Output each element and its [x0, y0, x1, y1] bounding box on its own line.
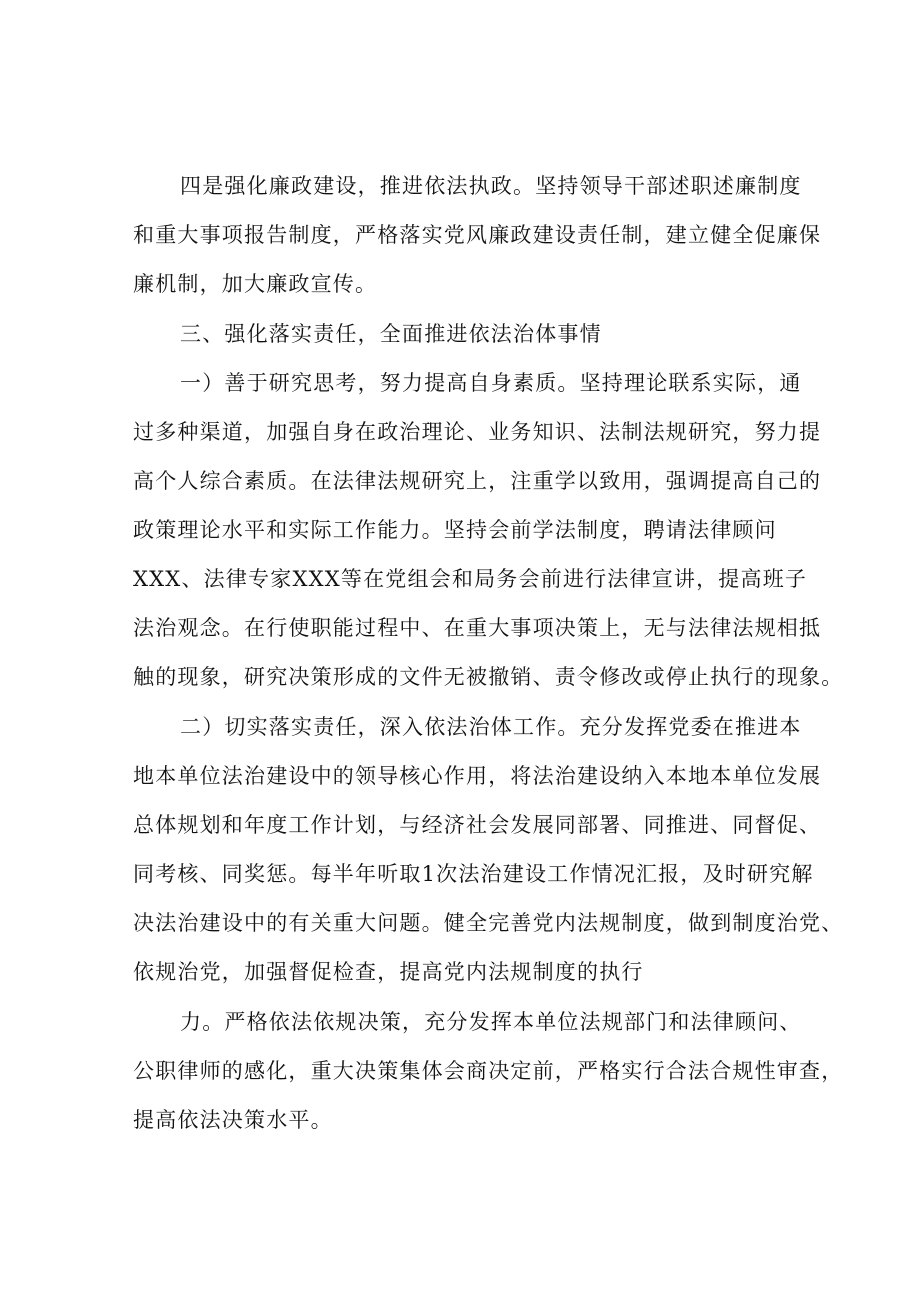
paragraph-line: 政策理论水平和实际工作能力。坚持会前学法制度，聘请法律顾问	[133, 518, 777, 542]
section-heading: 三、强化落实责任，全面推进依法治体事情	[180, 322, 602, 346]
paragraph-line: 提高依法决策水平。	[133, 1108, 333, 1132]
paragraph-line: 力。严格依法依规决策，充分发挥本单位法规部门和法律顾问、	[180, 1010, 802, 1034]
paragraph-line: 一）善于研究思考，努力提高自身素质。坚持理论联系实际，通	[180, 371, 802, 395]
paragraph-line: 总体规划和年度工作计划，与经济社会发展同部署、同推进、同督促、	[133, 813, 822, 837]
paragraph-line: 依规治党，加强督促检查，提高党内法规制度的执行	[133, 960, 644, 984]
paragraph-line: 四是强化廉政建设，推进依法执政。坚持领导干部述职述廉制度	[180, 174, 802, 198]
paragraph-line: 过多种渠道，加强自身在政治理论、业务知识、法制法规研究，努力提	[133, 420, 822, 444]
paragraph-line: 二）切实落实责任，深入依法治体工作。充分发挥党委在推进本	[180, 715, 802, 739]
paragraph-line: 公职律师的感化，重大决策集体会商决定前，严格实行合法合规性审查，	[133, 1059, 844, 1083]
paragraph-line: 触的现象，研究决策形成的文件无被撤销、责令修改或停止执行的现象。	[133, 665, 844, 689]
paragraph-line: 和重大事项报告制度，严格落实党风廉政建设责任制，建立健全促廉保	[133, 223, 822, 247]
paragraph-line: 地本单位法治建设中的领导核心作用，将法治建设纳入本地本单位发展	[133, 764, 822, 788]
paragraph-line: XXX、法律专家XXX等在党组会和局务会前进行法律宣讲，提高班子	[133, 567, 808, 591]
paragraph-line: 廉机制，加大廉政宣传。	[133, 272, 378, 296]
paragraph-line: 高个人综合素质。在法律法规研究上，注重学以致用，强调提高自己的	[133, 469, 822, 493]
paragraph-line: 决法治建设中的有关重大问题。健全完善党内法规制度，做到制度治党、	[133, 911, 844, 935]
paragraph-line: 法治观念。在行使职能过程中、在重大事项决策上，无与法律法规相抵	[133, 616, 822, 640]
paragraph-line: 同考核、同奖惩。每半年听取1次法治建设工作情况汇报，及时研究解	[133, 862, 814, 886]
